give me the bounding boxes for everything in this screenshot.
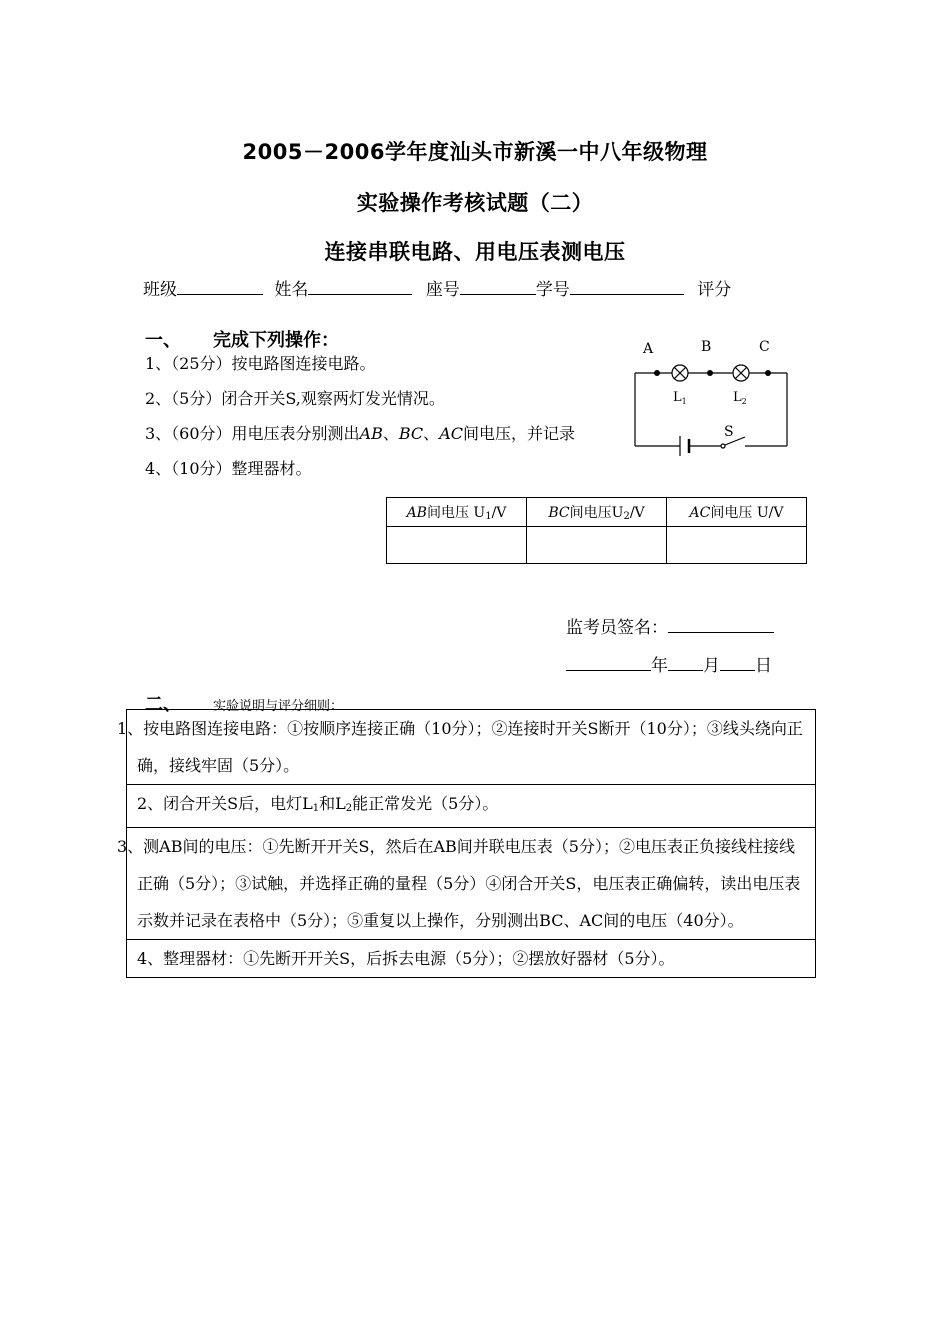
day-label: 日	[755, 656, 772, 676]
id-label: 学号	[535, 280, 570, 300]
month-label: 月	[703, 656, 720, 676]
operation-item-2: 2、（5分）闭合开关S,观察两灯发光情况。	[145, 389, 445, 408]
label-a: A	[643, 341, 654, 357]
page-subtitle: 实验操作考核试题（二）	[356, 191, 594, 215]
header-ab: AB间电压 $U_1/V$	[387, 498, 527, 527]
results-value-row	[387, 527, 807, 564]
node-c	[765, 370, 771, 376]
page-title: 2005－2006学年度汕头市新溪一中八年级物理	[242, 140, 708, 164]
rule-2: 2、闭合开关S后，电灯$L_1$和$L_2$能正常发光（5分）。	[127, 785, 816, 828]
node-a	[654, 370, 660, 376]
id-blank[interactable]	[570, 277, 684, 295]
value-bc-cell[interactable]	[527, 527, 667, 564]
section1-number: 一、	[145, 330, 181, 351]
operation-item-4: 4、（10分）整理器材。	[145, 459, 312, 478]
proctor-signature-blank[interactable]	[668, 615, 774, 633]
section2-title: 实验说明与评分细则：	[213, 699, 344, 714]
operation-item-1: 1、（25分）按电路图连接电路。	[145, 354, 376, 373]
proctor-signature-label: 监考员签名：	[566, 618, 668, 638]
class-label: 班级	[143, 280, 177, 300]
seat-label: 座号	[425, 280, 460, 300]
operation-item-3: 3、（60分）用电压表分别测出AB、BC、AC间电压，并记录	[145, 424, 575, 443]
switch-label: S	[724, 424, 734, 440]
experiment-title: 连接串联电路、用电压表测电压	[324, 240, 626, 264]
seat-blank[interactable]	[460, 277, 536, 295]
year-blank[interactable]	[566, 653, 651, 671]
battery-icon	[680, 436, 689, 456]
name-label: 姓名	[274, 280, 309, 300]
lamp-l2-icon	[733, 365, 749, 381]
day-blank[interactable]	[720, 653, 755, 671]
results-header-row	[387, 498, 807, 527]
label-c: C	[759, 339, 770, 355]
rule-3: 3、测AB间的电压：①先断开开关S，然后在AB间并联电压表（5分）；②电压表正负接线柱接线正确（5分）；③试触，并选择正确的量程（5分）④闭合开关S，电压表正确偏转，读出电压表示数并记录在表格中（5分）；⑤重复以上操作，分别测出BC、AC间的电压（40分）。	[127, 828, 816, 940]
value-ab-cell[interactable]	[387, 527, 527, 564]
results-table	[386, 497, 807, 564]
lamp-l2-label: $L_2$	[733, 390, 747, 406]
section2-number: 二、	[145, 694, 181, 715]
rule-4: 4、整理器材：①先断开开关S，后拆去电源（5分）；②摆放好器材（5分）。	[127, 940, 816, 978]
date-row	[566, 651, 772, 676]
rule-1: 1、按电路图连接电路：①按顺序连接正确（10分）；②连接时开关S断开（10分）；③线头绕向正确，接线牢固（5分）。	[127, 710, 816, 785]
node-b	[707, 370, 713, 376]
scoring-rules-table	[117, 709, 816, 978]
proctor-signature-row	[566, 613, 774, 638]
score-label: 评分	[697, 280, 732, 300]
label-b: B	[701, 339, 712, 355]
lamp-l1-label: $L_1$	[673, 390, 687, 406]
circuit-wires	[635, 373, 787, 446]
lamp-l1-icon	[672, 365, 688, 381]
circuit-diagram	[625, 333, 805, 463]
section1-heading	[145, 326, 339, 352]
class-blank[interactable]	[177, 277, 263, 295]
year-label: 年	[651, 656, 668, 676]
section1-title: 完成下列操作：	[213, 330, 339, 351]
month-blank[interactable]	[668, 653, 703, 671]
student-info-row	[143, 275, 731, 300]
header-bc: BC间电压$U_2/V$	[527, 498, 667, 527]
name-blank[interactable]	[308, 277, 412, 295]
header-ac: AC间电压 U/V	[667, 498, 807, 527]
value-ac-cell[interactable]	[667, 527, 807, 564]
